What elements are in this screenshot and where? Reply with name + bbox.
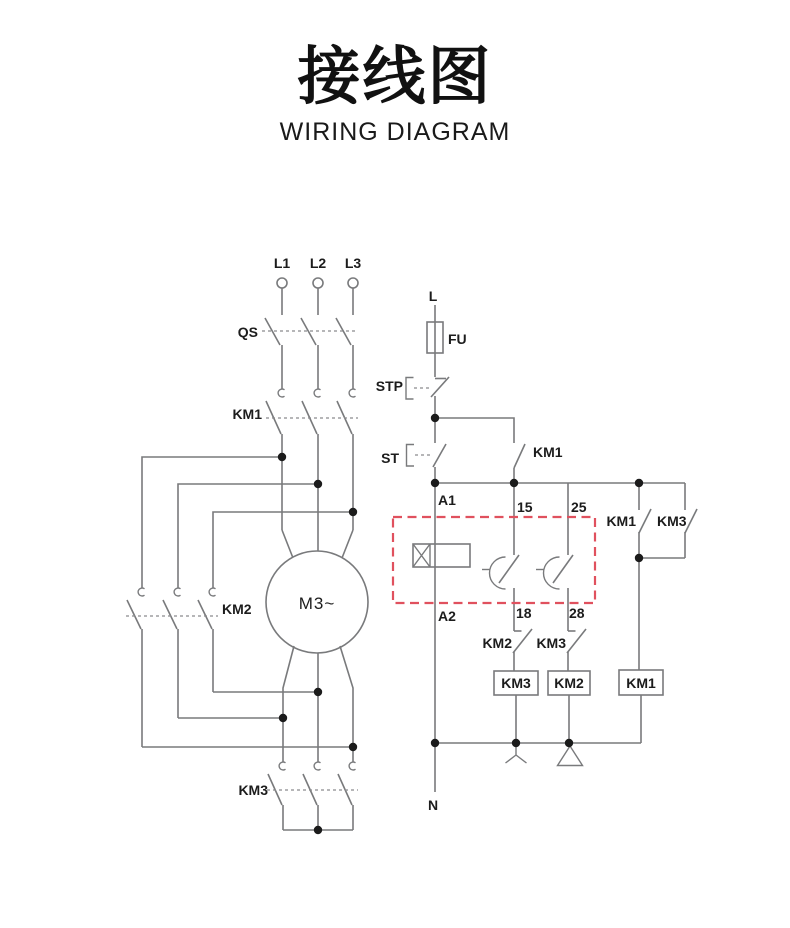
label-km2-power: KM2 bbox=[222, 601, 252, 617]
label-l3: L3 bbox=[344, 255, 362, 271]
label-a2: A2 bbox=[438, 608, 456, 624]
label-km3-power: KM3 bbox=[238, 782, 268, 798]
page-title: 接线图 bbox=[297, 42, 493, 112]
fuse-symbol bbox=[427, 322, 443, 353]
km1-main-contacts-symbol bbox=[266, 389, 358, 552]
label-coil-km1: KM1 bbox=[626, 675, 656, 691]
km3-contacts-symbol bbox=[267, 762, 358, 830]
timer-coil-symbol bbox=[413, 544, 470, 567]
km1-seal-in-contact-symbol bbox=[514, 444, 525, 483]
km2-return-wires bbox=[142, 692, 353, 747]
label-qs: QS bbox=[237, 324, 258, 340]
km2-contacts-symbol bbox=[126, 588, 218, 747]
label-coil-km2: KM2 bbox=[554, 675, 584, 691]
label-l2: L2 bbox=[309, 255, 327, 271]
label-km1-power: KM1 bbox=[232, 406, 262, 422]
label-18: 18 bbox=[516, 605, 532, 621]
control-circuit bbox=[376, 288, 697, 813]
label-a1: A1 bbox=[438, 492, 456, 508]
label-coil-km3: KM3 bbox=[501, 675, 531, 691]
label-interlock-km2: KM2 bbox=[482, 635, 512, 651]
label-l1: L1 bbox=[273, 255, 291, 271]
label-fuse: FU bbox=[448, 331, 467, 347]
page-subtitle: WIRING DIAGRAM bbox=[279, 118, 511, 146]
timer-relay-group bbox=[393, 483, 595, 743]
control-junction-dots bbox=[431, 414, 643, 747]
start-button-symbol bbox=[407, 418, 447, 483]
label-25: 25 bbox=[571, 499, 587, 515]
qs-switch-symbol bbox=[262, 288, 358, 389]
km3-interlock-contact-symbol bbox=[567, 629, 586, 671]
label-motor: M3~ bbox=[298, 594, 336, 613]
title-block bbox=[0, 42, 790, 147]
star-connection-icon bbox=[506, 746, 527, 763]
power-circuit bbox=[126, 255, 368, 834]
km1-km3-aux-contacts-symbol bbox=[639, 483, 697, 670]
label-15: 15 bbox=[517, 499, 533, 515]
timed-contact-25-28-symbol bbox=[536, 483, 573, 631]
label-seal-in: KM1 bbox=[533, 444, 563, 460]
km2-interlock-contact-symbol bbox=[513, 629, 532, 671]
supply-terminal-icons bbox=[277, 278, 358, 288]
label-aux-km3: KM3 bbox=[657, 513, 687, 529]
stop-button-symbol bbox=[406, 377, 449, 418]
label-line: L bbox=[428, 288, 438, 304]
label-start: ST bbox=[381, 450, 399, 466]
label-neutral: N bbox=[427, 797, 439, 813]
timed-contact-15-18-symbol bbox=[482, 483, 519, 631]
label-stop: STP bbox=[375, 378, 403, 394]
label-interlock-km3: KM3 bbox=[536, 635, 566, 651]
label-28: 28 bbox=[569, 605, 585, 621]
motor-symbol bbox=[266, 530, 368, 762]
delta-connection-icon bbox=[558, 746, 583, 766]
label-aux-km1: KM1 bbox=[606, 513, 636, 529]
